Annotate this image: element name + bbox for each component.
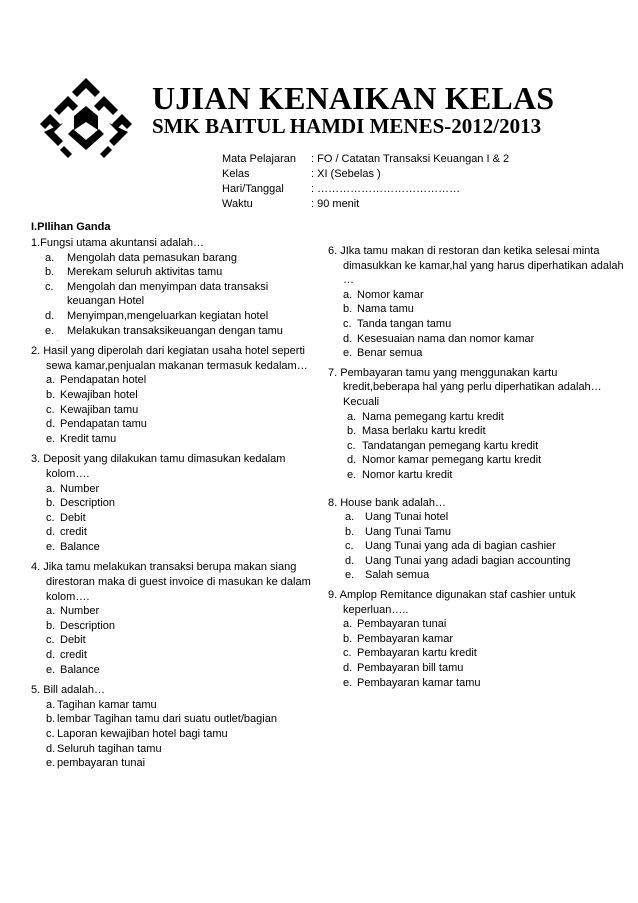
option-letter: c.: [45, 280, 54, 293]
option-letter: e.: [347, 468, 357, 481]
option-letter: b.: [345, 525, 355, 538]
option-text: Kewajiban tamu: [60, 403, 139, 416]
option-letter: d.: [345, 554, 355, 567]
school-logo: [38, 72, 134, 158]
option-text: Description: [60, 497, 116, 510]
option: [328, 539, 628, 554]
option-letter: a.: [45, 251, 55, 264]
option: [328, 632, 628, 647]
option-letter: e.: [46, 540, 56, 553]
option-text: Pendapatan hotel: [60, 374, 147, 387]
option-text: Salah semua: [365, 569, 430, 582]
option: [31, 698, 311, 713]
question-1: [31, 236, 311, 344]
option-letter: b.: [45, 266, 55, 279]
info-label: Mata Pelajaran: [222, 153, 296, 165]
option-letter: e.: [343, 676, 353, 689]
option-letter: d.: [46, 649, 56, 662]
info-value: : XI (Sebelas ): [311, 168, 381, 180]
option: [328, 410, 628, 425]
option-letter: a.: [343, 618, 353, 631]
option-letter: c.: [345, 540, 354, 553]
option-letter: d.: [46, 742, 56, 755]
option: [328, 617, 628, 632]
option: [328, 424, 628, 439]
option-text: Mengolah dan menyimpan data transaksi keuangan Hotel: [67, 280, 269, 308]
question-stem: 7. Pembayaran tamu yang menggunakan kartu kredit,beberapa hal yang perlu diperhatikan adalah…Kecuali: [328, 366, 602, 408]
school-name: SMK BAITUL HAMDI MENES-2012/2013: [152, 114, 542, 138]
option-letter: b.: [343, 632, 353, 645]
option-text: Menyimpan,mengeluarkan kegiatan hotel: [67, 309, 269, 322]
option-text: lembar Tagihan tamu dari suatu outlet/bagian: [57, 713, 277, 726]
question-3: [31, 452, 311, 554]
option-text: credit: [60, 526, 87, 539]
option: [31, 482, 311, 497]
option: [31, 619, 311, 634]
option-letter: c.: [46, 634, 55, 647]
option-text: Kesesuaian nama dan nomor kamar: [357, 332, 535, 345]
question-stem: 4. Jika tamu melakukan transaksi berupa makan siang direstoran maka di guest invoice di masukan ke dalam kolom….: [31, 561, 311, 603]
option: [31, 742, 311, 757]
option: [328, 332, 628, 347]
option: [31, 648, 311, 663]
option: [328, 317, 628, 332]
option-text: Melakukan transaksikeuangan dengan tamu: [67, 324, 283, 337]
section-title: I.PIlihan Ganda: [31, 221, 111, 233]
option-text: Pembayaran kartu kredit: [357, 647, 477, 660]
option-text: Uang Tunai yang adadi bagian accounting: [365, 554, 571, 567]
option-letter: a.: [345, 511, 355, 524]
option-text: Nomor kartu kredit: [362, 468, 453, 481]
question-stem: 5. Bill adalah…: [31, 684, 105, 697]
exam-title: UJIAN KENAIKAN KELAS: [152, 80, 555, 116]
option: [31, 540, 311, 555]
option: [328, 302, 628, 317]
option-text: Tagihan kamar tamu: [57, 698, 157, 711]
option-letter: e.: [345, 569, 355, 582]
option-text: Debit: [60, 634, 86, 647]
option-text: Debit: [60, 511, 86, 524]
option-text: Nomor kamar pemegang kartu kredit: [362, 454, 542, 467]
option-letter: d.: [343, 332, 353, 345]
questions-left-column: [31, 236, 311, 777]
option: [31, 251, 311, 266]
option-text: Number: [60, 482, 100, 495]
info-value: : FO / Catatan Transaksi Keuangan I & 2: [311, 153, 510, 165]
option-letter: d.: [347, 454, 357, 467]
stray-mark: ·: [57, 338, 59, 345]
option: [328, 568, 628, 583]
question-4: [31, 560, 311, 677]
option-letter: d.: [343, 662, 353, 675]
option-text: Tandatangan pemegang kartu kredit: [362, 439, 539, 452]
exam-info: [222, 152, 509, 212]
option-letter: a.: [46, 374, 56, 387]
option-text: Masa berlaku kartu kredit: [362, 425, 486, 438]
option: [31, 324, 311, 339]
option: [31, 633, 311, 648]
option-text: pembayaran tunai: [57, 757, 146, 770]
option-letter: c.: [46, 511, 55, 524]
option-text: Pembayaran kamar: [357, 632, 453, 645]
option-text: Uang Tunai hotel: [365, 511, 449, 524]
option-letter: c.: [343, 317, 352, 330]
option-text: Nama tamu: [357, 303, 414, 316]
info-label: Hari/Tanggal: [222, 183, 284, 195]
question-9: [328, 588, 628, 690]
option-text: Merekam seluruh aktivitas tamu: [67, 266, 223, 279]
option: [31, 511, 311, 526]
option-letter: b.: [343, 303, 353, 316]
question-stem: 1.Fungsi utama akuntansi adalah…: [31, 237, 205, 249]
option-letter: d.: [46, 526, 56, 539]
option-letter: c.: [343, 647, 352, 660]
question-stem: 3. Deposit yang dilakukan tamu dimasukan kedalam kolom….: [31, 453, 286, 480]
option: [328, 661, 628, 676]
option-letter: b.: [347, 425, 357, 438]
info-row-subject: [222, 152, 509, 167]
option-text: Uang Tunai yang ada di bagian cashier: [365, 540, 556, 553]
option: [31, 525, 311, 540]
option: [328, 510, 628, 525]
option-letter: a.: [46, 698, 56, 711]
option-text: Kewajiban hotel: [60, 388, 138, 401]
option-letter: e.: [343, 347, 353, 360]
option-text: Balance: [60, 540, 100, 553]
option-letter: c.: [46, 728, 55, 740]
option-letter: b.: [46, 497, 56, 510]
option: [31, 309, 311, 324]
option: [31, 663, 311, 678]
info-value: : …………………………………: [311, 183, 461, 195]
questions-right-column: [328, 244, 628, 696]
question-5: [31, 683, 311, 771]
question-stem: 9. Amplop Remitance digunakan staf cashier untuk keperluan…..: [328, 589, 576, 616]
option: [31, 403, 311, 418]
option-letter: e.: [46, 757, 56, 770]
option: [328, 346, 628, 361]
option: [31, 388, 311, 403]
question-stem: 8. House bank adalah…: [328, 496, 447, 509]
option-text: Pembayaran tunai: [357, 618, 447, 631]
option: [328, 439, 628, 454]
option: [328, 288, 628, 303]
option-text: Uang Tunai Tamu: [365, 525, 452, 538]
option: [328, 554, 628, 569]
option: [328, 676, 628, 691]
option: [328, 453, 628, 468]
question-2: [31, 344, 311, 446]
question-stem: 6. JIka tamu makan di restoran dan ketika selesai minta dimasukkan ke kamar,hal yang harus diperhatikan adalah …: [328, 245, 624, 287]
option-letter: c.: [46, 403, 55, 416]
info-row-class: [222, 167, 509, 182]
option-letter: b.: [46, 713, 56, 726]
option: [31, 756, 311, 771]
option: [31, 265, 311, 280]
info-value: : 90 menit: [311, 198, 360, 210]
option-text: Benar semua: [357, 347, 423, 360]
option: [31, 727, 311, 742]
option-text: credit: [60, 649, 87, 662]
question-6: [328, 244, 628, 361]
option-letter: e.: [46, 432, 56, 445]
option-letter: a.: [343, 288, 353, 301]
option-letter: a.: [46, 605, 56, 618]
option-text: Nama pemegang kartu kredit: [362, 410, 504, 423]
option: [328, 646, 628, 661]
option-letter: b.: [46, 619, 56, 632]
option: [31, 496, 311, 511]
option: [31, 373, 311, 388]
question-7: [328, 366, 628, 483]
option-letter: a.: [46, 482, 56, 495]
option: [31, 280, 311, 309]
info-row-date: [222, 182, 509, 197]
option-text: Nomor kamar: [357, 288, 424, 301]
question-stem: 2. Hasil yang diperolah dari kegiatan usaha hotel seperti sewa kamar,penjualan makanan termasuk kedalam…: [31, 345, 308, 372]
option-text: Seluruh tagihan tamu: [57, 742, 162, 755]
option-text: Number: [60, 605, 100, 618]
option: [328, 468, 628, 483]
option: [31, 417, 311, 432]
option-text: Description: [60, 619, 116, 632]
info-label: Waktu: [222, 198, 253, 210]
option-letter: a.: [347, 410, 357, 423]
option: [31, 432, 311, 447]
option-text: Laporan kewajiban hotel bagi tamu: [57, 728, 228, 740]
info-label: Kelas: [222, 168, 250, 180]
option: [328, 525, 628, 540]
option-text: Balance: [60, 663, 100, 676]
question-8: [328, 496, 628, 584]
option-letter: d.: [46, 418, 56, 431]
option-text: Pembayaran bill tamu: [357, 662, 464, 675]
option: [31, 712, 311, 727]
option-text: Pendapatan tamu: [60, 418, 147, 431]
option-text: Kredit tamu: [60, 432, 117, 445]
option-text: Pembayaran kamar tamu: [357, 676, 481, 689]
option-text: Mengolah data pemasukan barang: [67, 251, 238, 264]
option-text: Tanda tangan tamu: [357, 317, 452, 330]
option-letter: c.: [347, 439, 356, 452]
option-letter: e.: [45, 324, 55, 337]
option: [31, 604, 311, 619]
option-letter: d.: [45, 309, 55, 322]
option-letter: b.: [46, 388, 56, 401]
info-row-time: [222, 197, 509, 212]
option-letter: e.: [46, 663, 56, 676]
